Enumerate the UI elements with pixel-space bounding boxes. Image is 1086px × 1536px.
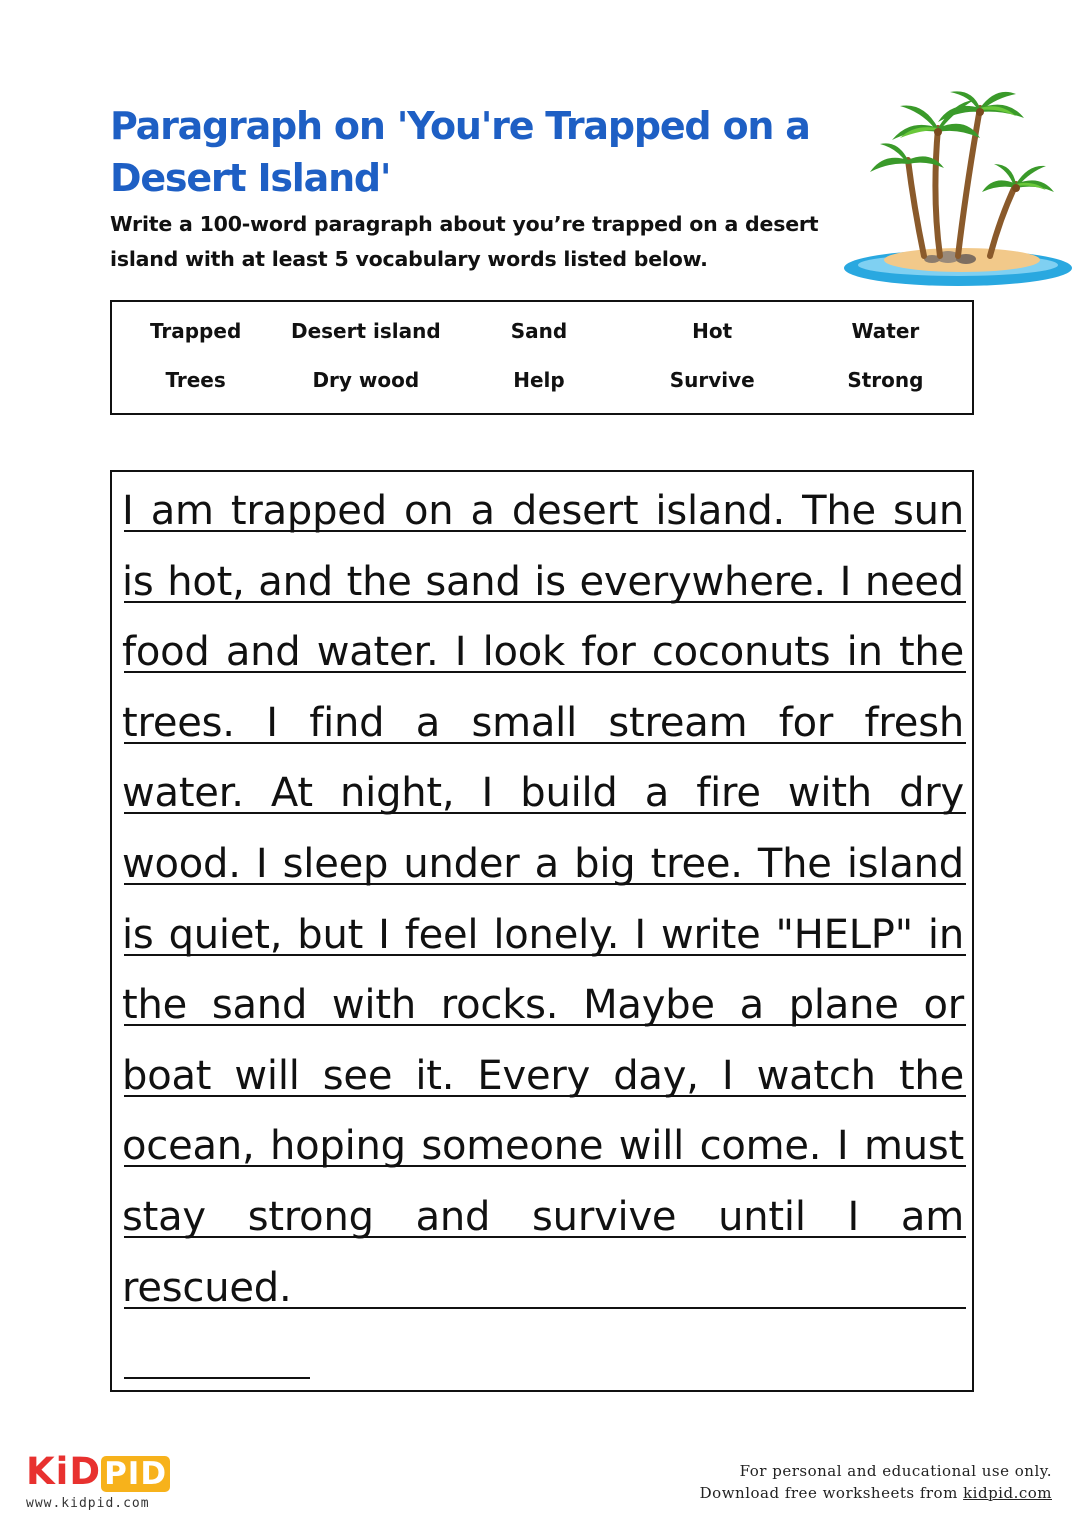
vocabulary-row-2 (112, 368, 972, 392)
vocab-word: Strong (847, 368, 924, 392)
footer-download (700, 1482, 1052, 1504)
writing-line (124, 1319, 310, 1379)
vocab-word: Trees (165, 368, 226, 392)
vocab-word: Dry wood (312, 368, 420, 392)
footer-usage: For personal and educational use only. (739, 1462, 1052, 1480)
footer-note (700, 1460, 1052, 1504)
logo-url: www.kidpid.com (26, 1496, 150, 1511)
vocab-word: Desert island (290, 319, 441, 343)
vocab-word: Sand (510, 319, 568, 343)
kidpid-link[interactable]: kidpid.com (963, 1484, 1052, 1502)
kidpid-logo[interactable] (26, 1452, 170, 1511)
vocabulary-row-1 (112, 319, 972, 343)
footer-download-text: Download free worksheets from (699, 1484, 964, 1502)
palm-tree-island-icon (840, 88, 1076, 293)
vocabulary-box (110, 300, 974, 415)
logo-wordmark (26, 1452, 170, 1494)
vocab-word: Water (851, 319, 920, 343)
logo-kid: KiD (26, 1450, 102, 1493)
worksheet-instructions: Write a 100-word paragraph about you’re trapped on a desert island with at least 5 vocabulary words listed below. (110, 212, 819, 271)
vocab-word: Survive (669, 368, 755, 392)
logo-pid: PID (101, 1456, 170, 1492)
worksheet-title: Paragraph on 'You're Trapped on a Desert Island' (110, 104, 810, 200)
vocab-word: Trapped (149, 319, 242, 343)
sample-paragraph: I am trapped on a desert island. The sun is hot, and the sand is everywhere. I need food and water. I look for coconuts in the trees. I find a small stream for fresh water. At night, I build a fire with dry wood. I sleep under a big tree. The island is quiet, but I feel lonely. I write "HELP" in the sand with rocks. Maybe a plane or boat will see it. Every day, I watch the ocean, hoping someone will come. I must stay strong and survive until I am rescued. (122, 488, 964, 1311)
vocab-word: Help (513, 368, 565, 392)
vocab-word: Hot (692, 319, 733, 343)
